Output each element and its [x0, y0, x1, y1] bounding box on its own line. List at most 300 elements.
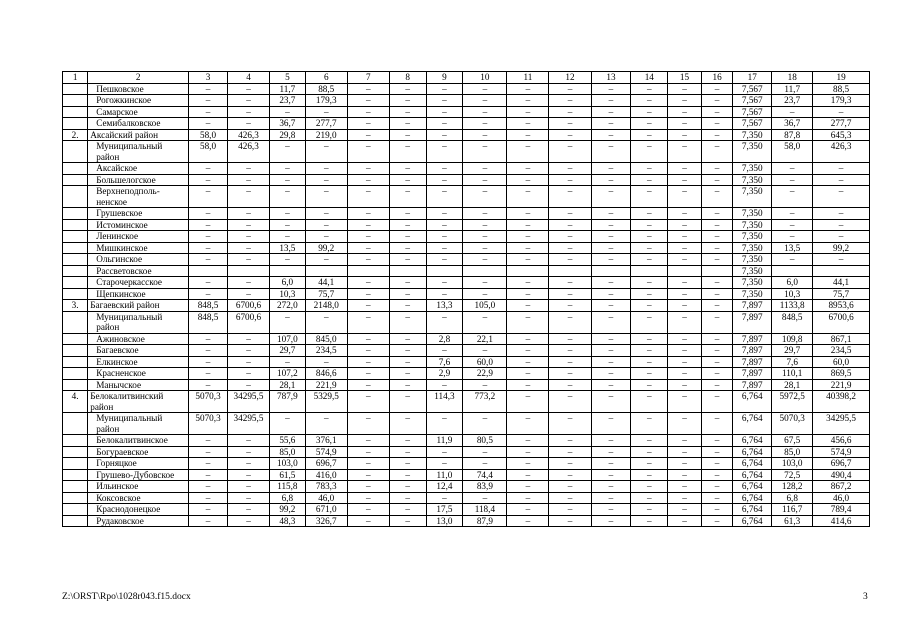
- column-number-cell: 14: [631, 72, 668, 84]
- value-cell: [701, 265, 733, 277]
- value-cell: 11,7: [270, 83, 306, 95]
- value-cell: –: [549, 492, 591, 504]
- value-cell: –: [507, 469, 549, 481]
- value-cell: –: [549, 311, 591, 333]
- value-cell: 234,5: [305, 345, 347, 357]
- value-cell: –: [507, 446, 549, 458]
- value-cell: 10,3: [772, 288, 813, 300]
- territory-name-cell: Муниципальный район: [88, 311, 189, 333]
- value-cell: –: [347, 118, 389, 130]
- value-cell: –: [389, 492, 426, 504]
- value-cell: –: [347, 300, 389, 312]
- value-cell: –: [463, 277, 507, 289]
- territory-name-cell: Манычское: [88, 379, 189, 391]
- value-cell: –: [701, 129, 733, 141]
- value-cell: –: [227, 254, 269, 266]
- value-cell: –: [389, 106, 426, 118]
- territory-name-cell: Истоминское: [88, 219, 189, 231]
- value-cell: 114,3: [426, 391, 463, 413]
- value-cell: –: [389, 311, 426, 333]
- value-cell: –: [631, 141, 668, 163]
- value-cell: –: [389, 242, 426, 254]
- table-row: [63, 174, 870, 186]
- value-cell: 22,9: [463, 368, 507, 380]
- value-cell: –: [507, 254, 549, 266]
- value-cell: 116,7: [772, 504, 813, 516]
- row-number-cell: [63, 95, 88, 107]
- territory-name-cell: Елкинское: [88, 356, 189, 368]
- value-cell: –: [591, 95, 631, 107]
- value-cell: –: [631, 504, 668, 516]
- value-cell: –: [189, 504, 228, 516]
- value-cell: –: [701, 288, 733, 300]
- value-cell: –: [591, 300, 631, 312]
- value-cell: 6700,6: [227, 311, 269, 333]
- value-cell: –: [668, 186, 702, 208]
- value-cell: 46,0: [813, 492, 870, 504]
- value-cell: 11,9: [426, 435, 463, 447]
- value-cell: 277,7: [305, 118, 347, 130]
- value-cell: –: [347, 95, 389, 107]
- value-cell: –: [668, 504, 702, 516]
- value-cell: –: [189, 345, 228, 357]
- value-cell: –: [389, 379, 426, 391]
- value-cell: –: [701, 106, 733, 118]
- value-cell: [772, 265, 813, 277]
- value-cell: 426,3: [227, 141, 269, 163]
- value-cell: 7,350: [733, 141, 772, 163]
- column-number-cell: 3: [189, 72, 228, 84]
- value-cell: –: [549, 254, 591, 266]
- value-cell: –: [668, 345, 702, 357]
- value-cell: 848,5: [189, 300, 228, 312]
- value-cell: –: [701, 435, 733, 447]
- row-number-cell: 3.: [63, 300, 88, 312]
- value-cell: [631, 265, 668, 277]
- row-number-cell: [63, 504, 88, 516]
- value-cell: [305, 265, 347, 277]
- value-cell: –: [189, 83, 228, 95]
- value-cell: 376,1: [305, 435, 347, 447]
- row-number-cell: [63, 277, 88, 289]
- value-cell: 696,7: [813, 458, 870, 470]
- value-cell: 7,350: [733, 219, 772, 231]
- value-cell: 2,9: [426, 368, 463, 380]
- row-number-cell: [63, 186, 88, 208]
- value-cell: –: [549, 174, 591, 186]
- value-cell: –: [507, 242, 549, 254]
- value-cell: 36,7: [270, 118, 306, 130]
- value-cell: 6,0: [772, 277, 813, 289]
- value-cell: –: [347, 141, 389, 163]
- value-cell: –: [507, 492, 549, 504]
- value-cell: –: [549, 446, 591, 458]
- value-cell: –: [701, 163, 733, 175]
- value-cell: 60,0: [463, 356, 507, 368]
- value-cell: –: [426, 174, 463, 186]
- value-cell: –: [389, 83, 426, 95]
- page-number: 3: [863, 592, 868, 602]
- value-cell: –: [189, 515, 228, 527]
- value-cell: –: [227, 356, 269, 368]
- value-cell: –: [389, 391, 426, 413]
- value-cell: –: [227, 515, 269, 527]
- value-cell: –: [463, 242, 507, 254]
- row-number-cell: [63, 458, 88, 470]
- value-cell: –: [189, 379, 228, 391]
- value-cell: –: [668, 435, 702, 447]
- value-cell: –: [347, 435, 389, 447]
- value-cell: –: [463, 163, 507, 175]
- value-cell: –: [549, 458, 591, 470]
- value-cell: 7,567: [733, 83, 772, 95]
- table-row: [63, 288, 870, 300]
- value-cell: –: [668, 413, 702, 435]
- value-cell: 58,0: [189, 141, 228, 163]
- value-cell: –: [701, 300, 733, 312]
- row-number-cell: [63, 163, 88, 175]
- column-number-cell: 16: [701, 72, 733, 84]
- value-cell: –: [631, 242, 668, 254]
- value-cell: 88,5: [813, 83, 870, 95]
- value-cell: –: [549, 379, 591, 391]
- value-cell: –: [389, 186, 426, 208]
- value-cell: –: [507, 219, 549, 231]
- value-cell: –: [347, 186, 389, 208]
- row-number-cell: [63, 219, 88, 231]
- value-cell: –: [631, 129, 668, 141]
- value-cell: –: [507, 83, 549, 95]
- value-cell: –: [389, 95, 426, 107]
- value-cell: –: [591, 277, 631, 289]
- value-cell: –: [389, 504, 426, 516]
- value-cell: 87,8: [772, 129, 813, 141]
- value-cell: 7,897: [733, 379, 772, 391]
- value-cell: –: [189, 492, 228, 504]
- value-cell: 6,8: [772, 492, 813, 504]
- value-cell: –: [227, 186, 269, 208]
- value-cell: –: [347, 219, 389, 231]
- value-cell: 23,7: [270, 95, 306, 107]
- territory-name-cell: Аксайское: [88, 163, 189, 175]
- value-cell: –: [347, 391, 389, 413]
- value-cell: –: [507, 379, 549, 391]
- value-cell: –: [668, 95, 702, 107]
- value-cell: –: [463, 129, 507, 141]
- value-cell: –: [507, 208, 549, 220]
- value-cell: –: [668, 118, 702, 130]
- value-cell: –: [591, 379, 631, 391]
- territory-name-cell: Большелогское: [88, 174, 189, 186]
- value-cell: –: [463, 254, 507, 266]
- table-body: [63, 72, 870, 527]
- value-cell: 416,0: [305, 469, 347, 481]
- table-row: [63, 129, 870, 141]
- column-number-cell: 19: [813, 72, 870, 84]
- value-cell: –: [426, 106, 463, 118]
- value-cell: –: [668, 174, 702, 186]
- value-cell: –: [189, 163, 228, 175]
- value-cell: –: [668, 231, 702, 243]
- value-cell: –: [507, 333, 549, 345]
- territory-name-cell: Семибалковское: [88, 118, 189, 130]
- value-cell: 115,8: [270, 481, 306, 493]
- value-cell: –: [463, 219, 507, 231]
- row-number-cell: [63, 345, 88, 357]
- value-cell: –: [631, 95, 668, 107]
- value-cell: –: [189, 208, 228, 220]
- value-cell: 221,9: [813, 379, 870, 391]
- value-cell: –: [631, 458, 668, 470]
- value-cell: –: [631, 379, 668, 391]
- row-number-cell: [63, 141, 88, 163]
- value-cell: 72,5: [772, 469, 813, 481]
- value-cell: –: [389, 231, 426, 243]
- value-cell: –: [189, 231, 228, 243]
- value-cell: 426,3: [227, 129, 269, 141]
- value-cell: –: [227, 277, 269, 289]
- value-cell: –: [591, 504, 631, 516]
- value-cell: –: [389, 481, 426, 493]
- value-cell: –: [426, 118, 463, 130]
- value-cell: –: [305, 106, 347, 118]
- table-row: [63, 265, 870, 277]
- value-cell: 7,6: [772, 356, 813, 368]
- value-cell: 11,0: [426, 469, 463, 481]
- value-cell: –: [347, 345, 389, 357]
- value-cell: –: [591, 481, 631, 493]
- value-cell: –: [189, 118, 228, 130]
- territory-name-cell: Грушевское: [88, 208, 189, 220]
- value-cell: –: [507, 163, 549, 175]
- value-cell: 48,3: [270, 515, 306, 527]
- value-cell: –: [507, 504, 549, 516]
- value-cell: –: [347, 356, 389, 368]
- value-cell: –: [507, 368, 549, 380]
- value-cell: –: [549, 413, 591, 435]
- row-number-cell: [63, 242, 88, 254]
- value-cell: –: [347, 311, 389, 333]
- column-number-cell: 7: [347, 72, 389, 84]
- value-cell: –: [270, 413, 306, 435]
- column-number-cell: 11: [507, 72, 549, 84]
- value-cell: –: [227, 288, 269, 300]
- value-cell: –: [813, 174, 870, 186]
- value-cell: 109,8: [772, 333, 813, 345]
- value-cell: –: [463, 379, 507, 391]
- value-cell: –: [426, 219, 463, 231]
- table-row: [63, 141, 870, 163]
- value-cell: 7,350: [733, 129, 772, 141]
- value-cell: –: [668, 242, 702, 254]
- column-number-cell: 13: [591, 72, 631, 84]
- value-cell: –: [305, 186, 347, 208]
- value-cell: –: [668, 288, 702, 300]
- value-cell: 8953,6: [813, 300, 870, 312]
- value-cell: –: [227, 333, 269, 345]
- value-cell: –: [227, 435, 269, 447]
- value-cell: –: [631, 254, 668, 266]
- value-cell: 7,897: [733, 300, 772, 312]
- row-number-cell: [63, 515, 88, 527]
- value-cell: 787,9: [270, 391, 306, 413]
- value-cell: –: [631, 333, 668, 345]
- value-cell: –: [591, 356, 631, 368]
- column-number-cell: 18: [772, 72, 813, 84]
- value-cell: –: [549, 208, 591, 220]
- value-cell: –: [668, 254, 702, 266]
- value-cell: 7,567: [733, 95, 772, 107]
- value-cell: –: [426, 186, 463, 208]
- value-cell: –: [426, 254, 463, 266]
- value-cell: –: [668, 446, 702, 458]
- table-row: [63, 208, 870, 220]
- value-cell: [227, 265, 269, 277]
- value-cell: –: [463, 345, 507, 357]
- value-cell: –: [668, 219, 702, 231]
- value-cell: –: [668, 492, 702, 504]
- value-cell: –: [668, 379, 702, 391]
- value-cell: –: [189, 458, 228, 470]
- value-cell: –: [389, 413, 426, 435]
- value-cell: –: [668, 141, 702, 163]
- value-cell: –: [189, 174, 228, 186]
- value-cell: 7,897: [733, 345, 772, 357]
- value-cell: –: [189, 186, 228, 208]
- value-cell: –: [463, 492, 507, 504]
- value-cell: 99,2: [813, 242, 870, 254]
- value-cell: 7,350: [733, 174, 772, 186]
- value-cell: –: [631, 345, 668, 357]
- value-cell: 44,1: [305, 277, 347, 289]
- value-cell: 5070,3: [189, 391, 228, 413]
- value-cell: 23,7: [772, 95, 813, 107]
- value-cell: –: [549, 504, 591, 516]
- value-cell: –: [591, 231, 631, 243]
- value-cell: –: [772, 231, 813, 243]
- value-cell: 88,5: [305, 83, 347, 95]
- value-cell: –: [426, 413, 463, 435]
- value-cell: –: [389, 129, 426, 141]
- row-number-cell: [63, 469, 88, 481]
- value-cell: –: [227, 106, 269, 118]
- value-cell: 867,2: [813, 481, 870, 493]
- value-cell: –: [305, 254, 347, 266]
- value-cell: 7,897: [733, 356, 772, 368]
- value-cell: 13,5: [772, 242, 813, 254]
- table-row: [63, 186, 870, 208]
- value-cell: 5972,5: [772, 391, 813, 413]
- value-cell: –: [270, 174, 306, 186]
- value-cell: –: [701, 504, 733, 516]
- territory-name-cell: Пешковское: [88, 83, 189, 95]
- territory-name-cell: Богураевское: [88, 446, 189, 458]
- value-cell: –: [347, 129, 389, 141]
- value-cell: 34295,5: [227, 391, 269, 413]
- value-cell: –: [549, 95, 591, 107]
- value-cell: –: [507, 481, 549, 493]
- value-cell: –: [549, 231, 591, 243]
- value-cell: –: [189, 368, 228, 380]
- value-cell: –: [389, 458, 426, 470]
- value-cell: –: [347, 106, 389, 118]
- value-cell: 848,5: [772, 311, 813, 333]
- value-cell: 107,0: [270, 333, 306, 345]
- value-cell: 74,4: [463, 469, 507, 481]
- value-cell: –: [426, 129, 463, 141]
- value-cell: –: [227, 368, 269, 380]
- table-row: [63, 118, 870, 130]
- value-cell: –: [701, 333, 733, 345]
- value-cell: –: [701, 481, 733, 493]
- value-cell: 6,764: [733, 435, 772, 447]
- value-cell: –: [668, 208, 702, 220]
- value-cell: –: [591, 141, 631, 163]
- value-cell: –: [631, 288, 668, 300]
- value-cell: 29,8: [270, 129, 306, 141]
- value-cell: –: [347, 288, 389, 300]
- value-cell: 6,764: [733, 458, 772, 470]
- value-cell: –: [668, 311, 702, 333]
- value-cell: –: [631, 435, 668, 447]
- value-cell: –: [631, 515, 668, 527]
- value-cell: –: [668, 481, 702, 493]
- value-cell: –: [668, 515, 702, 527]
- value-cell: –: [227, 231, 269, 243]
- value-cell: –: [426, 95, 463, 107]
- territory-name-cell: Верхнеподполь-ненское: [88, 186, 189, 208]
- value-cell: –: [591, 288, 631, 300]
- value-cell: 7,350: [733, 254, 772, 266]
- value-cell: –: [507, 231, 549, 243]
- value-cell: –: [507, 129, 549, 141]
- value-cell: –: [347, 458, 389, 470]
- value-cell: –: [227, 163, 269, 175]
- value-cell: –: [507, 356, 549, 368]
- value-cell: 58,0: [772, 141, 813, 163]
- value-cell: –: [347, 254, 389, 266]
- table-row: [63, 242, 870, 254]
- value-cell: –: [507, 174, 549, 186]
- value-cell: 44,1: [813, 277, 870, 289]
- value-cell: –: [591, 413, 631, 435]
- value-cell: 55,6: [270, 435, 306, 447]
- value-cell: –: [631, 118, 668, 130]
- table-row: [63, 391, 870, 413]
- value-cell: –: [701, 446, 733, 458]
- value-cell: 6,764: [733, 469, 772, 481]
- table-row: [63, 345, 870, 357]
- column-number-cell: 5: [270, 72, 306, 84]
- row-number-cell: [63, 333, 88, 345]
- value-cell: –: [507, 458, 549, 470]
- row-number-cell: [63, 288, 88, 300]
- value-cell: –: [389, 208, 426, 220]
- table-row: [63, 481, 870, 493]
- value-cell: –: [591, 163, 631, 175]
- value-cell: –: [591, 174, 631, 186]
- value-cell: 103,0: [270, 458, 306, 470]
- value-cell: –: [631, 106, 668, 118]
- table-row: [63, 277, 870, 289]
- column-number-cell: 4: [227, 72, 269, 84]
- value-cell: –: [701, 492, 733, 504]
- value-cell: –: [389, 219, 426, 231]
- value-cell: –: [426, 163, 463, 175]
- value-cell: –: [591, 345, 631, 357]
- value-cell: –: [305, 311, 347, 333]
- value-cell: 58,0: [189, 129, 228, 141]
